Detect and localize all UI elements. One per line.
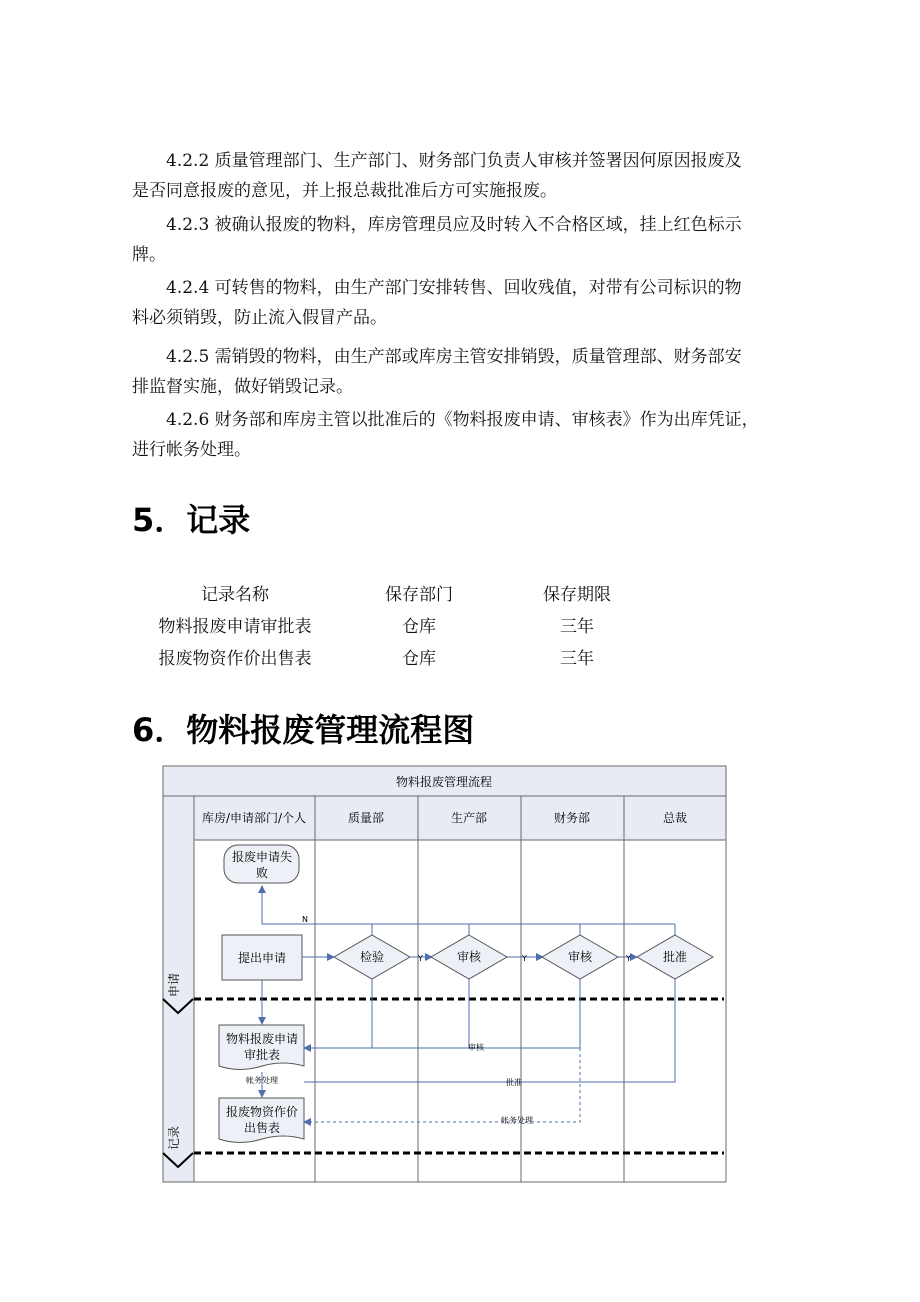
edge-label-review: 审核 [468, 1043, 484, 1052]
phase-label-apply: 申请 [167, 972, 181, 998]
paragraph-number: 4.2.5 [166, 347, 210, 367]
paragraph-text: 进行帐务处理。 [132, 440, 251, 460]
edge-label-yes: Y [418, 954, 423, 963]
lane-header-finance: 财务部 [553, 811, 591, 825]
edge-label-accounting: 帐务处理 [501, 1116, 533, 1125]
edge-label-no: N [302, 915, 308, 924]
node-production-review-label: 审核 [456, 950, 482, 964]
paragraph-number: 4.2.2 [166, 151, 210, 171]
edge-label-accounting: 帐务处理 [246, 1076, 278, 1085]
phase-label-record: 记录 [167, 1125, 181, 1151]
node-finance-review-label: 审核 [567, 950, 593, 964]
paragraph-number: 4.2.3 [166, 215, 210, 235]
lane-header-production: 生产部 [450, 811, 488, 825]
node-submit-application-label: 提出申请 [237, 951, 287, 965]
paragraph-text: 需销毁的物料，由生产部或库房主管安排销毁，质量管理部、财务部安 [214, 347, 742, 367]
records-cell-period: 三年 [560, 649, 594, 669]
paragraph-number: 4.2.6 [166, 410, 210, 430]
node-apply-failed-line2: 败 [255, 866, 269, 880]
records-header-name: 记录名称 [201, 585, 269, 605]
paragraph-text: 是否同意报废的意见，并上报总裁批准后方可实施报废。 [132, 181, 557, 201]
paragraph-text: 财务部和库房主管以批准后的《物料报废申请、审核表》作为出库凭证， [214, 410, 759, 430]
section-heading-records: 5．记录 [132, 501, 251, 539]
lane-header-quality: 质量部 [347, 811, 385, 825]
records-cell-period: 三年 [560, 617, 594, 637]
records-cell-dept: 仓库 [402, 649, 436, 669]
edge-label-yes: Y [626, 954, 631, 963]
node-scrap-form-line1: 物料报废申请 [225, 1032, 299, 1046]
paragraph-text: 质量管理部门、生产部门、财务部门负责人审核并签署因何原因报废及 [214, 151, 742, 171]
node-inspection-label: 检验 [359, 950, 385, 964]
paragraph-text: 排监督实施，做好销毁记录。 [132, 377, 353, 397]
node-sale-form-line2: 出售表 [243, 1121, 281, 1135]
node-president-approval-label: 批准 [662, 950, 688, 964]
paragraph-number: 4.2.4 [166, 278, 210, 298]
paragraph-text: 被确认报废的物料，库房管理员应及时转入不合格区域，挂上红色标示 [214, 215, 742, 235]
edge-label-approve: 批准 [506, 1078, 522, 1087]
edge-label-yes: Y [522, 954, 527, 963]
node-sale-form-line1: 报废物资作价 [225, 1105, 299, 1119]
paragraph-text: 牌。 [132, 245, 166, 265]
paragraph-text: 可转售的物料，由生产部门安排转售、回收残值，对带有公司标识的物 [214, 278, 742, 298]
flowchart-title: 物料报废管理流程 [395, 775, 493, 789]
records-header-dept: 保存部门 [385, 585, 453, 605]
lane-header-warehouse: 库房/申请部门/个人 [201, 811, 307, 825]
records-header-period: 保存期限 [543, 585, 611, 605]
node-scrap-form-line2: 审批表 [243, 1048, 281, 1062]
lane-header-president: 总裁 [662, 811, 688, 825]
records-cell-name: 物料报废申请审批表 [158, 617, 312, 637]
records-cell-dept: 仓库 [402, 617, 436, 637]
records-cell-name: 报废物资作价出售表 [158, 649, 312, 669]
paragraph-text: 料必须销毁，防止流入假冒产品。 [132, 308, 387, 328]
section-heading-flowchart: 6．物料报废管理流程图 [132, 711, 475, 749]
node-apply-failed-line1: 报废申请失 [231, 850, 293, 864]
